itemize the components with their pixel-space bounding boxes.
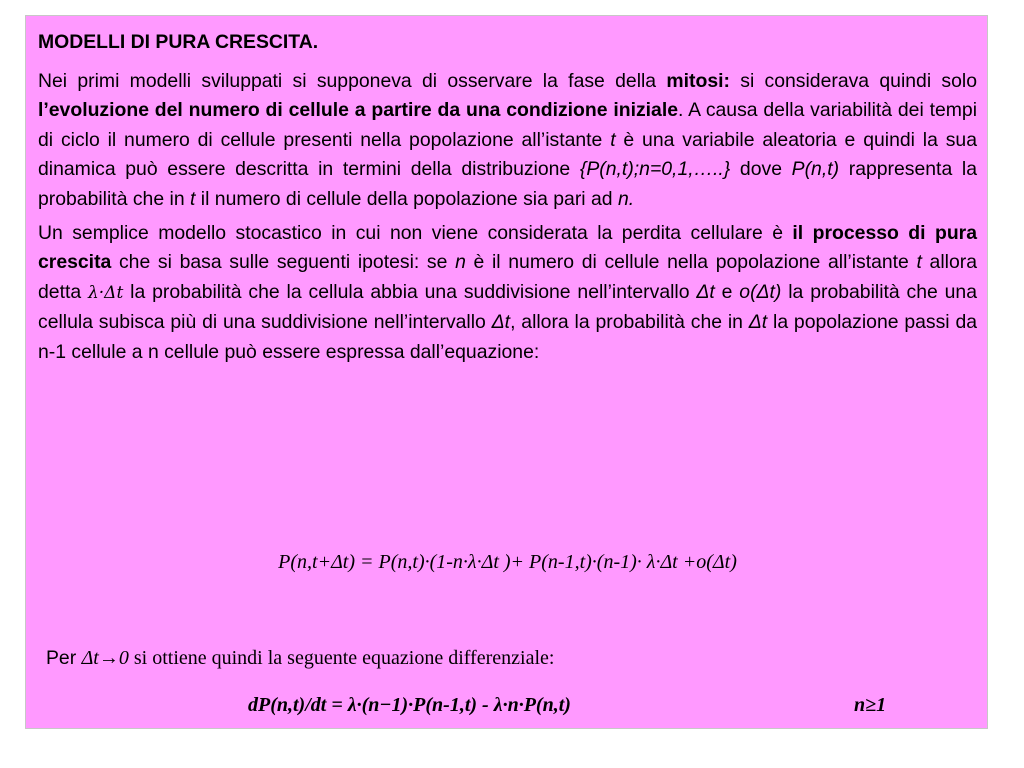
slide-title: MODELLI DI PURA CRESCITA. [38,31,319,53]
p1-t-1: t [610,128,616,151]
p1-text-4: è una variabile aleatoria e quindi la sua dinamica può essere descritta in termini della distribuzione [38,128,977,181]
paragraph-mitosis [38,67,977,215]
equation-probability: P(n,t+Δt) = P(n,t)·(1-n·λ·Δt )+ P(n-1,t)·(n-1)· λ·Δt +o(Δt) [278,551,737,573]
p2-n: n [455,251,466,274]
p1-text-2: si considerava quindi solo [729,69,977,92]
p1-mitosi: mitosi: [666,69,730,92]
p2-text-5: la probabilità che la cellula abbia una suddivisione nell’intervallo [123,280,697,303]
p2-text-7: la probabilità che una cellula subisca più di una suddivisione nell’intervallo [38,280,978,334]
p1-text-6: rappresenta la probabilità che in [38,158,977,210]
p2-dt-2: Δt [491,311,511,334]
p1-t-2: t [190,187,196,210]
limit-text: si ottiene quindi la seguente equazione differenziale: [128,647,555,669]
slide-text-body [38,28,977,372]
p2-text-3: è il numero di cellule nella popolazione all’istante [465,251,917,274]
p2-lambda-dt: λ·Δt [88,282,124,303]
p2-dt-3: Δt [748,311,768,334]
p1-text-1: Nei primi modelli sviluppati si supponeva di osservare la fase della [38,69,667,92]
limit-expression: Δt→0 [81,647,129,669]
p2-o-dt: o(Δt) [739,280,782,303]
p1-text-5: dove [730,158,792,181]
p1-pnt: P(n,t) [791,158,840,181]
slide-panel [25,15,988,729]
limit-statement [46,644,976,672]
per-word: Per [46,647,82,669]
p2-text-4: allora detta [38,251,977,303]
p1-text-3: . A causa della variabilità dei tempi di ciclo il numero di cellule presenti nella popolazione all’istante [38,99,978,151]
p1-n: n. [617,187,635,210]
equation-differential: dP(n,t)/dt = λ·(n−1)·P(n-1,t) - λ·n·P(n,t) [248,694,571,716]
p2-processo: il processo di pura crescita [38,221,977,274]
equation-condition: n≥1 [854,694,887,716]
p2-text-2: che si basa sulle seguenti ipotesi: se [111,251,456,274]
p2-t: t [916,251,922,274]
p2-text-8: , allora la probabilità che in [510,311,749,334]
p2-dt-1: Δt [696,280,715,303]
p1-evoluzione: l’evoluzione del numero di cellule a partire da una condizione iniziale [38,99,679,122]
p1-text-7: il numero di cellule della popolazione sia pari ad [195,187,618,210]
p1-distribution: {P(n,t);n=0,1,…..} [579,158,731,181]
p2-text-6: e [714,280,740,303]
p2-text-1: Un semplice modello stocastico in cui non viene considerata la perdita cellulare è [38,221,793,244]
paragraph-pure-growth [38,219,977,368]
p2-text-9: la popolazione passi da n-1 cellule a n cellule può essere espressa dall’equazione: [38,311,978,363]
